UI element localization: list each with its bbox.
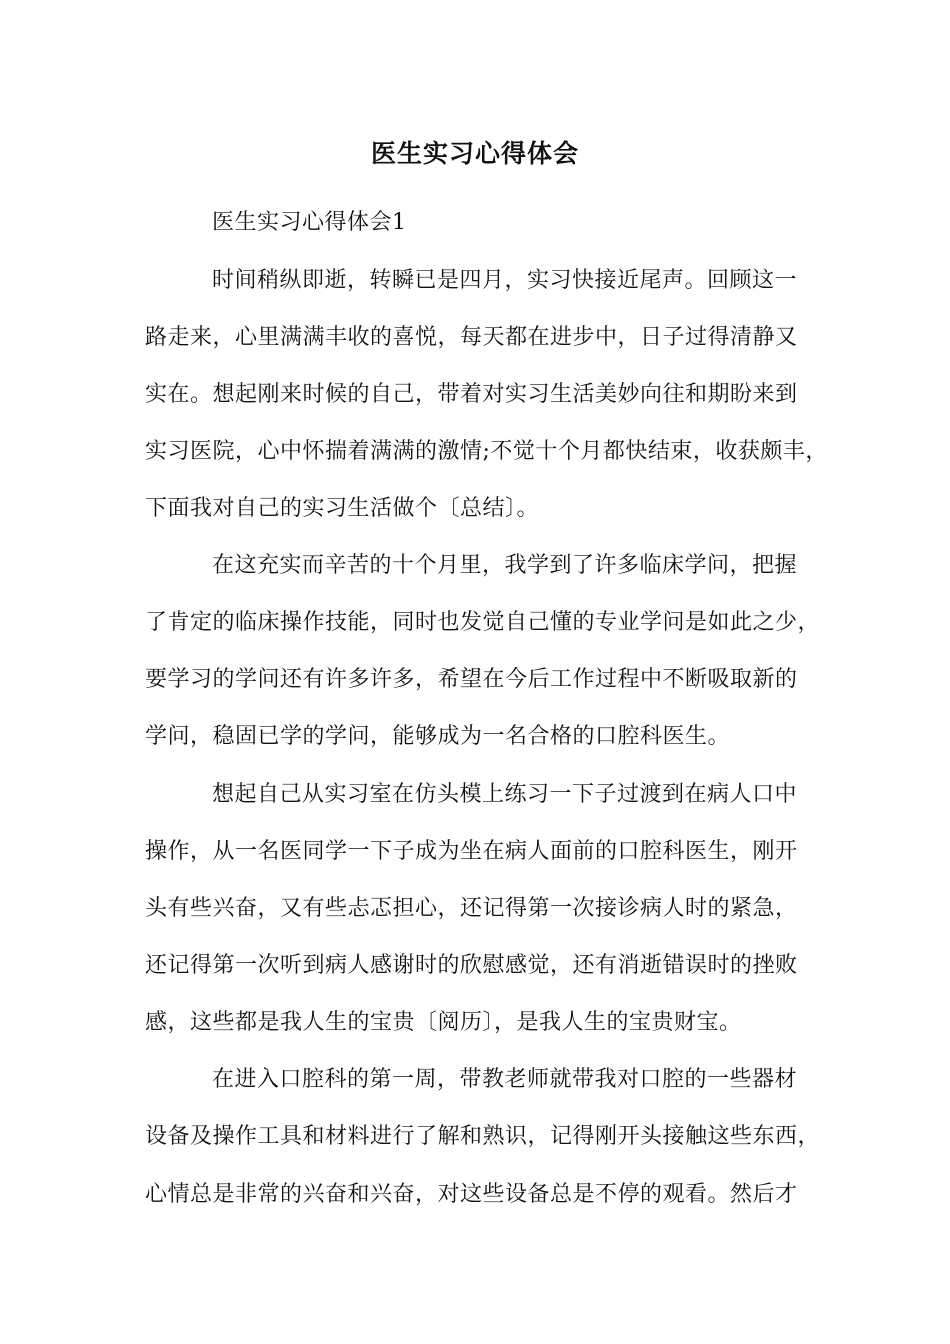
text-line: 头有些兴奋，又有些忐忑担心，还记得第一次接诊病人时的紧急，: [145, 896, 798, 921]
text-line: 下面我对自己的实习生活做个〔总结〕。: [145, 496, 540, 521]
text-line: 了肯定的临床操作技能，同时也发觉自己懂的专业学问是如此之少，: [145, 610, 821, 635]
text-line: 在这充实而辛苦的十个月里，我学到了许多临床学问，把握: [212, 553, 798, 578]
text-line: 时间稍纵即逝，转瞬已是四月，实习快接近尾声。回顾这一: [212, 268, 798, 293]
text-line: 心情总是非常的兴奋和兴奋，对这些设备总是不停的观看。然后才: [145, 1182, 798, 1207]
text-line: 还记得第一次听到病人感谢时的欣慰感觉，还有消逝错误时的挫败: [145, 953, 798, 978]
text-line: 在进入口腔科的第一周，带教老师就带我对口腔的一些器材: [212, 1067, 798, 1092]
text-line: 实在。想起刚来时候的自己，带着对实习生活美妙向往和期盼来到: [145, 382, 798, 407]
text-line: 实习医院，心中怀揣着满满的激情;不觉十个月都快结束，收获颇丰，: [145, 439, 828, 464]
document-title: 医生实习心得体会: [370, 139, 579, 168]
text-line: 操作，从一名医同学一下子成为坐在病人面前的口腔科医生，刚开: [145, 839, 798, 864]
text-line: 设备及操作工具和材料进行了解和熟识，记得刚开头接触这些东西，: [145, 1124, 821, 1149]
text-line: 要学习的学问还有许多许多，希望在今后工作过程中不断吸取新的: [145, 667, 798, 692]
text-line: 感，这些都是我人生的宝贵〔阅历〕，是我人生的宝贵财宝。: [145, 1010, 742, 1035]
text-line: 路走来，心里满满丰收的喜悦，每天都在进步中，日子过得清静又: [145, 325, 798, 350]
section-heading: 医生实习心得体会1: [212, 210, 407, 235]
text-line: 学问，稳固已学的学问，能够成为一名合格的口腔科医生。: [145, 724, 731, 749]
text-line: 想起自己从实习室在仿头模上练习一下子过渡到在病人口中: [212, 782, 798, 807]
